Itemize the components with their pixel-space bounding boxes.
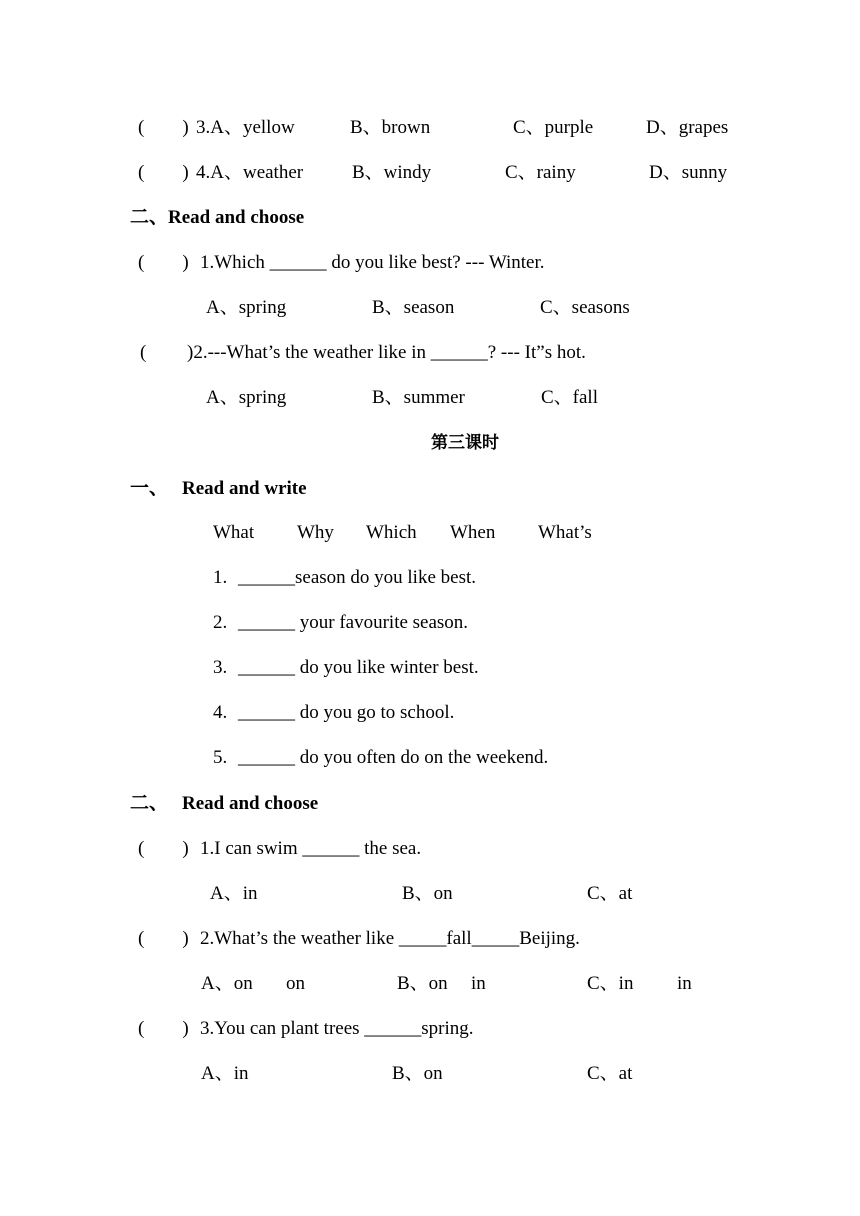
option-b: B、brown bbox=[350, 117, 431, 138]
word-bank-item: What bbox=[213, 522, 255, 543]
option-c: C、fall bbox=[541, 387, 598, 408]
answer-paren[interactable]: ( ) bbox=[138, 162, 189, 183]
answer-paren[interactable]: ( ) bbox=[138, 1018, 189, 1039]
item-number: 1. bbox=[213, 567, 228, 588]
item-number: 4. bbox=[213, 702, 228, 723]
option-b: B、season bbox=[372, 297, 455, 318]
option-b: B、windy bbox=[352, 162, 432, 183]
item-number: 3. bbox=[213, 657, 228, 678]
answer-paren[interactable]: ( bbox=[140, 342, 185, 363]
answer-paren[interactable]: ( ) bbox=[138, 928, 189, 949]
fill-in-sentence[interactable]: ______season do you like best. bbox=[238, 567, 477, 588]
option-d: D、grapes bbox=[646, 117, 729, 138]
word-bank-item: What’s bbox=[538, 522, 592, 543]
item-number: 2. bbox=[213, 612, 228, 633]
item-number: 5. bbox=[213, 747, 228, 768]
option-a-second: on bbox=[286, 973, 305, 994]
fill-in-sentence[interactable]: ______ do you like winter best. bbox=[238, 657, 479, 678]
question-2-stem: 2.What’s the weather like _____fall_____Beijing. bbox=[200, 928, 580, 949]
option-b-second: in bbox=[471, 973, 486, 994]
question-4-stem: 4.A、weather bbox=[196, 162, 304, 183]
option-c-second: in bbox=[677, 973, 692, 994]
option-c: C、seasons bbox=[540, 297, 630, 318]
question-1-stem: 1.I can swim ______ the sea. bbox=[200, 838, 422, 859]
answer-paren[interactable]: ( ) bbox=[138, 838, 189, 859]
answer-paren[interactable]: ( ) bbox=[138, 117, 189, 138]
lesson-title: 第三课时 bbox=[431, 433, 499, 453]
section-number: 一、 bbox=[130, 478, 169, 499]
option-b: B、on bbox=[402, 883, 453, 904]
fill-in-sentence[interactable]: ______ do you go to school. bbox=[238, 702, 455, 723]
option-a: A、spring bbox=[206, 297, 287, 318]
word-bank-item: When bbox=[450, 522, 496, 543]
option-d: D、sunny bbox=[649, 162, 728, 183]
option-c: C、in bbox=[587, 973, 634, 994]
section-heading: Read and choose bbox=[182, 793, 319, 814]
section-heading: 二、Read and choose bbox=[130, 207, 305, 228]
option-a: A、spring bbox=[206, 387, 287, 408]
word-bank-item: Which bbox=[366, 522, 417, 543]
section-number: 二、 bbox=[130, 793, 169, 814]
option-a: A、in bbox=[210, 883, 258, 904]
answer-paren[interactable]: ( ) bbox=[138, 252, 189, 273]
option-a: A、on bbox=[201, 973, 253, 994]
fill-in-sentence[interactable]: ______ do you often do on the weekend. bbox=[238, 747, 549, 768]
option-b: B、summer bbox=[372, 387, 465, 408]
option-c: C、purple bbox=[513, 117, 594, 138]
option-b: B、on bbox=[397, 973, 448, 994]
question-1-stem: 1.Which ______ do you like best? --- Winter. bbox=[200, 252, 545, 273]
option-a: A、in bbox=[201, 1063, 249, 1084]
option-b: B、on bbox=[392, 1063, 443, 1084]
fill-in-sentence[interactable]: ______ your favourite season. bbox=[238, 612, 469, 633]
word-bank-item: Why bbox=[297, 522, 334, 543]
question-2-stem: )2.---What’s the weather like in ______? --- It”s hot. bbox=[187, 342, 586, 363]
section-heading: Read and write bbox=[182, 478, 307, 499]
option-c: C、at bbox=[587, 883, 633, 904]
question-3-stem: 3.A、yellow bbox=[196, 117, 295, 138]
option-c: C、at bbox=[587, 1063, 633, 1084]
question-3-stem: 3.You can plant trees ______spring. bbox=[200, 1018, 474, 1039]
option-c: C、rainy bbox=[505, 162, 576, 183]
